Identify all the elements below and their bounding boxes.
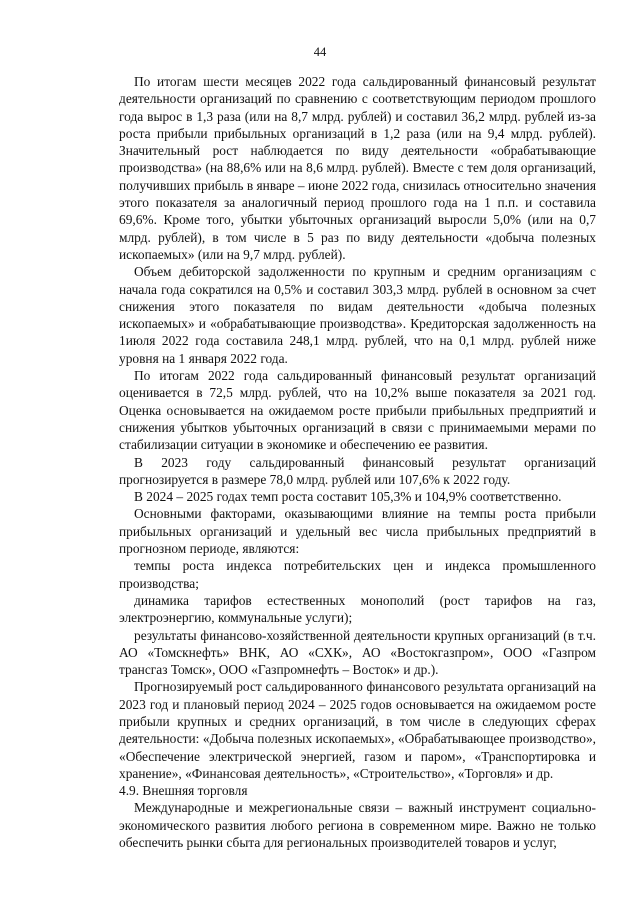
paragraph: По итогам 2022 года сальдированный финансовый результат организаций оценивается в 72,5 млрд. рублей, что на 10,2% выше показателя за 2021 год. Оценка основывается на ожидаемом росте прибыли прибыльных предприятий и снижения убытков убыточных организаций в связи с принимаемыми мерами по стабилизации ситуации в экономике и обеспечению ее развития. [119,368,596,453]
section-heading: 4.9. Внешняя торговля [119,783,248,799]
page-number: 44 [313,45,327,59]
list-item: динамика тарифов естественных монополий (рост тарифов на газ, электроэнергию, коммунальные услуги); [119,592,596,626]
list-item: результаты финансово-хозяйственной деятельности крупных организаций (в т.ч. АО «Томскнефть» ВНК, АО «СХК», АО «Востокгазпром», ООО «Газпром трансгаз Томск», ООО «Газпромнефть – Восток» и др.). [119,627,596,678]
paragraph: Международные и межрегиональные связи – важный инструмент социально-экономического развития любого региона в современном мире. Важно не только обеспечить рынки сбыта для региональных производителей товаров и услуг, [119,800,596,851]
paragraph: В 2023 году сальдированный финансовый результат организаций прогнозируется в размере 78,0 млрд. рублей или 107,6% к 2022 году. [119,454,596,487]
paragraph: По итогам шести месяцев 2022 года сальдированный финансовый результат деятельности организаций по сравнению с соответствующим периодом прошлого года вырос в 1,3 раза (или на 8,7 млрд. рублей) и составил 36,2 млрд. рублей из-за роста прибыли прибыльных организаций в 1,2 раза (или на 9,4 млрд. рублей). Значительный рост наблюдается по виду деятельности «обрабатывающие производства» (на 88,6% или на 8,6 млрд. рублей). Вместе с тем доля организаций, получивших прибыль в январе – июне 2022 года, снизилась относительно значения этого показателя за аналогичный период прошлого года на 1 п.п. и составила 69,6%. Кроме того, убытки убыточных организаций выросли 5,0% (или на 0,7 млрд. рублей), в том числе в 5 раз по виду деятельности «добыча полезных ископаемых» (или на 9,7 млрд. рублей). [119,74,596,262]
paragraph: В 2024 – 2025 годах темп роста составит 105,3% и 104,9% соответственно. [134,489,562,505]
document-body [119,73,596,851]
paragraph: Объем дебиторской задолженности по крупным и средним организациям с начала года сократился на 0,5% и составил 303,3 млрд. рублей в основном за счет снижения этого показателя по видам деятельности «добыча полезных ископаемых» и «обрабатывающие производства». Кредиторская задолженность на 1июля 2022 года составила 248,1 млрд. рублей, что на 0,1 млрд. рублей ниже уровня на 1 января 2022 года. [119,264,596,366]
paragraph: Прогнозируемый рост сальдированного финансового результата организаций на 2023 год и плановый период 2024 – 2025 годов основывается на ожидаемом росте прибыли крупных и средних организаций, в том числе в следующих сферах деятельности: «Добыча полезных ископаемых», «Обрабатывающее производство», «Обеспечение электрической энергией, газом и паром», «Транспортировка и хранение», «Финансовая деятельность», «Строительство», «Торговля» и др. [119,679,596,781]
list-item: темпы роста индекса потребительских цен и индекса промышленного производства; [119,558,596,591]
paragraph: Основными факторами, оказывающими влияние на темпы роста прибыли прибыльных организаций и удельный вес числа прибыльных предприятий в прогнозном периоде, являются: [119,506,596,557]
